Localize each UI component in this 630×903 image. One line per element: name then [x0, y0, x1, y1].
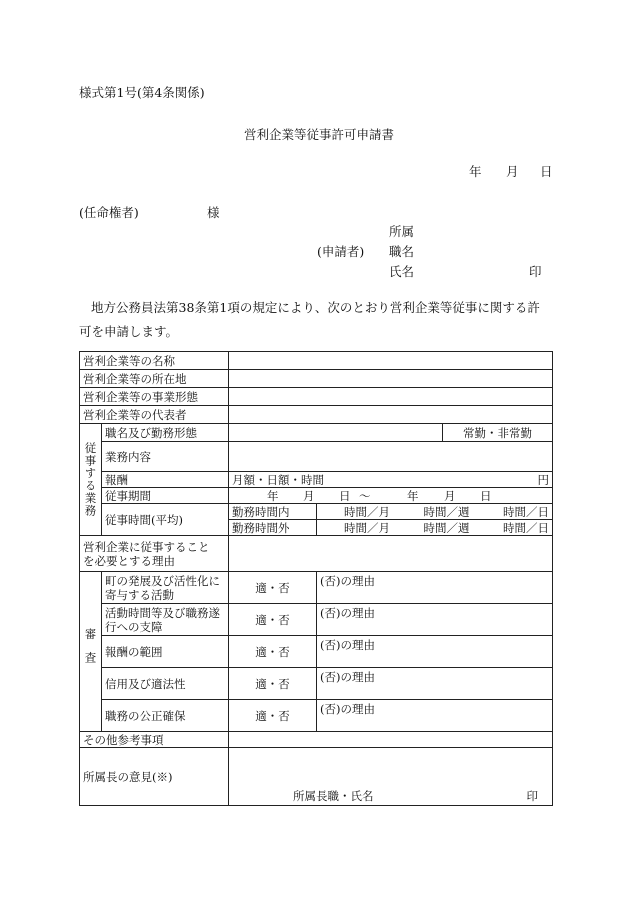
work-content-value[interactable]	[229, 442, 553, 472]
date-month-label: 月	[506, 164, 519, 179]
company-location-value[interactable]	[229, 370, 553, 388]
company-name-value[interactable]	[229, 352, 553, 370]
outside-hours-value[interactable]	[317, 520, 553, 536]
table-row	[80, 388, 553, 406]
outside-per-day: 時間／日	[503, 520, 549, 535]
applicant-affiliation: 所属	[389, 224, 415, 239]
period-end-year: 年	[407, 489, 419, 503]
form-number: 様式第1号(第4条関係)	[79, 85, 205, 100]
table-row	[80, 732, 553, 748]
table-row	[80, 636, 553, 668]
other-notes-value[interactable]	[229, 732, 553, 748]
company-location-label: 営利企業等の所在地	[80, 370, 229, 388]
review-item-verdict[interactable]: 適・否	[229, 604, 317, 636]
work-content-label: 業務内容	[102, 442, 229, 472]
table-row	[80, 700, 553, 732]
director-opinion-label: 所属長の意見(※)	[80, 748, 229, 806]
table-row	[80, 604, 553, 636]
table-row	[80, 406, 553, 424]
review-item-verdict[interactable]: 適・否	[229, 572, 317, 604]
representative-label: 営利企業等の代表者	[80, 406, 229, 424]
table-row	[80, 370, 553, 388]
reason-label-line2: を必要とする理由	[83, 553, 175, 568]
within-hours-value[interactable]	[317, 504, 553, 520]
period-tilde: 〜	[359, 489, 371, 503]
applicant-position: 職名	[389, 244, 415, 259]
reason-label	[80, 536, 229, 572]
review-item-label: 町の発展及び活性化に寄与する活動	[102, 572, 229, 604]
business-type-label: 営利企業等の事業形態	[80, 388, 229, 406]
table-row	[80, 424, 553, 442]
table-row	[80, 472, 553, 488]
review-item-reason[interactable]: (否)の理由	[317, 636, 553, 668]
table-row	[80, 488, 553, 504]
pay-kinds: 月額・日額・時間	[232, 472, 324, 487]
period-end-month: 月	[444, 489, 456, 503]
review-item-verdict[interactable]: 適・否	[229, 636, 317, 668]
applicant-name: 氏名	[389, 264, 415, 279]
applicant-label: (申請者)	[317, 244, 365, 259]
date-year-label: 年	[469, 164, 482, 179]
table-row	[80, 668, 553, 700]
table-row	[80, 352, 553, 370]
reason-label-line1: 営利企業に従事すること	[83, 539, 210, 554]
review-item-reason[interactable]: (否)の理由	[317, 668, 553, 700]
company-name-label: 営利企業等の名称	[80, 352, 229, 370]
review-item-label: 信用及び適法性	[102, 668, 229, 700]
job-title-form-label: 職名及び勤務形態	[102, 424, 229, 442]
table-row	[80, 572, 553, 604]
review-item-reason[interactable]: (否)の理由	[317, 700, 553, 732]
addressee-honorific: 様	[207, 205, 220, 220]
pay-value[interactable]	[229, 472, 553, 488]
director-opinion-value[interactable]	[229, 748, 553, 806]
other-notes-label: その他参考事項	[80, 732, 229, 748]
director-sign-label: 所属長職・氏名	[293, 789, 374, 803]
reason-value[interactable]	[229, 536, 553, 572]
addressee-label: (任命権者)	[79, 205, 139, 220]
body-text: 地方公務員法第38条第1項の規定により、次のとおり営利企業等従事に関する許可を申請します。	[79, 300, 540, 339]
review-item-label: 活動時間等及び職務遂行への支障	[102, 604, 229, 636]
period-start-month: 月	[303, 489, 315, 503]
review-item-verdict[interactable]: 適・否	[229, 700, 317, 732]
period-start-year: 年	[267, 489, 279, 503]
review-item-label: 報酬の範囲	[102, 636, 229, 668]
employment-type-choice[interactable]: 常勤・非常勤	[443, 424, 553, 442]
period-start-day: 日	[339, 489, 351, 503]
review-item-label: 職務の公正確保	[102, 700, 229, 732]
business-type-value[interactable]	[229, 388, 553, 406]
date-day-label: 日	[540, 164, 553, 179]
hours-label: 従事時間(平均)	[102, 504, 229, 536]
period-end-day: 日	[480, 489, 492, 503]
table-row	[80, 748, 553, 806]
form-title: 営利企業等従事許可申請書	[244, 127, 395, 142]
outside-per-month: 時間／月	[344, 520, 390, 535]
table-row	[80, 442, 553, 472]
outside-hours-label: 勤務時間外	[229, 520, 317, 536]
application-table	[79, 351, 553, 806]
review-item-reason[interactable]: (否)の理由	[317, 604, 553, 636]
within-hours-label: 勤務時間内	[229, 504, 317, 520]
representative-value[interactable]	[229, 406, 553, 424]
applicant-seal: 印	[529, 264, 542, 279]
review-item-reason[interactable]: (否)の理由	[317, 572, 553, 604]
within-per-month: 時間／月	[344, 504, 390, 519]
table-row	[80, 504, 553, 520]
review-item-verdict[interactable]: 適・否	[229, 668, 317, 700]
duties-header: 従事する業務	[80, 424, 102, 536]
pay-label: 報酬	[102, 472, 229, 488]
period-value[interactable]	[229, 488, 553, 504]
review-header: 審査	[80, 572, 102, 732]
outside-per-week: 時間／週	[423, 520, 470, 535]
director-seal: 印	[526, 789, 539, 803]
table-row	[80, 536, 553, 572]
pay-yen: 円	[537, 472, 550, 487]
within-per-day: 時間／日	[503, 504, 549, 519]
job-title-form-value[interactable]	[229, 424, 443, 442]
period-label: 従事期間	[102, 488, 229, 504]
within-per-week: 時間／週	[423, 504, 470, 519]
